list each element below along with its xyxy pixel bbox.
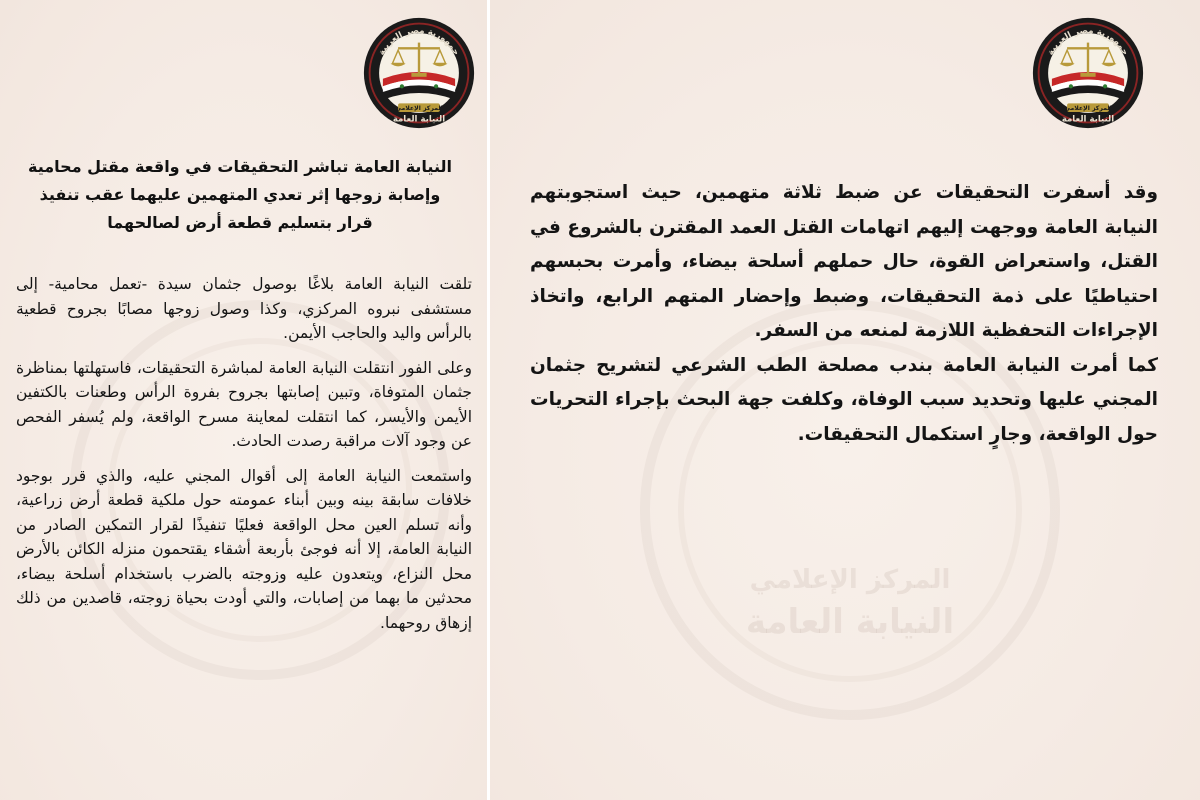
left-page [0,0,487,800]
news-headline: النيابة العامة تباشر التحقيقات في واقعة مقتل محامية وإصابة زوجها إثر تعدي المتهمين عليهما عقب تنفيذ قرار بتسليم قطعة أرض لصالحهما [28,157,452,232]
prosecution-seal-logo [1031,16,1145,130]
left-body-text [16,272,472,645]
watermark-text: النيابة العامة [745,602,955,642]
svg-text:جمهورية مصر العربية: جمهورية مصر العربية [376,25,462,58]
watermark-text: المركز الإعلامي [749,565,951,595]
svg-text:جمهورية مصر العربية: جمهورية مصر العربية [1045,25,1131,58]
svg-text:النيابة العامة: النيابة العامة [1061,114,1115,125]
svg-text:المركز الإعلامي: المركز الإعلامي [395,105,443,113]
svg-text:المركز الإعلامي: المركز الإعلامي [1064,105,1112,113]
right-body-text [530,176,1158,452]
right-page [490,0,1200,800]
svg-text:النيابة العامة: النيابة العامة [392,114,446,125]
paragraph: تلقت النيابة العامة بلاغًا بوصول جثمان سيدة -تعمل محامية- إلى مستشفى نبروه المركزي، وكذا وصول زوجها مصابًا بجروح قطعية بالرأس واليد والحاجب الأيمن. [16,275,472,342]
paragraph: وقد أسفرت التحقيقات عن ضبط ثلاثة متهمين، حيث استجوبتهم النيابة العامة ووجهت إليهم اتهامات القتل العمد المقترن بالشروع في القتل، واستعراض القوة، حال حملهم أسلحة بيضاء، وأمرت بحبسهم احتياطيًا على ذمة التحقيقات، وضبط وإحضار المتهم الرابع، واتخاذ الإجراءات التحفظية اللازمة لمنعه من السفر. [530,182,1158,341]
paragraph: كما أمرت النيابة العامة بندب مصلحة الطب الشرعي لتشريح جثمان المجني عليها وتحديد سبب الوفاة، وكلفت جهة البحث بإجراء التحريات حول الواقعة، وجارٍ استكمال التحقيقات. [530,354,1158,445]
paragraph: وعلى الفور انتقلت النيابة العامة لمباشرة التحقيقات، فاستهلتها بمناظرة جثمان المتوفاة، وتبين إصابتها بجروح بفروة الرأس وطعنات بالكتفين الأيمن والأيسر، كما انتقلت لمعاينة مسرح الواقعة، ولم يُسفر الفحص عن وجود آلات مراقبة رصدت الحادث. [16,358,472,450]
prosecution-seal-logo [362,16,476,130]
paragraph: واستمعت النيابة العامة إلى أقوال المجني عليه، والذي قرر بوجود خلافات سابقة بينه وبين أبناء عمومته حول ملكية قطعة أرض زراعية، وأنه تسلم العين محل الواقعة فعليًا تنفيذًا لقرار التمكين الصادر من النيابة العامة، إلا أنه فوجئ بأربعة أشقاء يقتحمون منزله الكائن بالأرض محل النزاع، ويتعدون عليه وزوجته بالضرب باستخدام أسلحة بيضاء، محدثين ما بهما من إصابات، والتي أودت بحياة زوجته، قاصدين من ذلك إزهاق روحهما. [16,466,472,632]
